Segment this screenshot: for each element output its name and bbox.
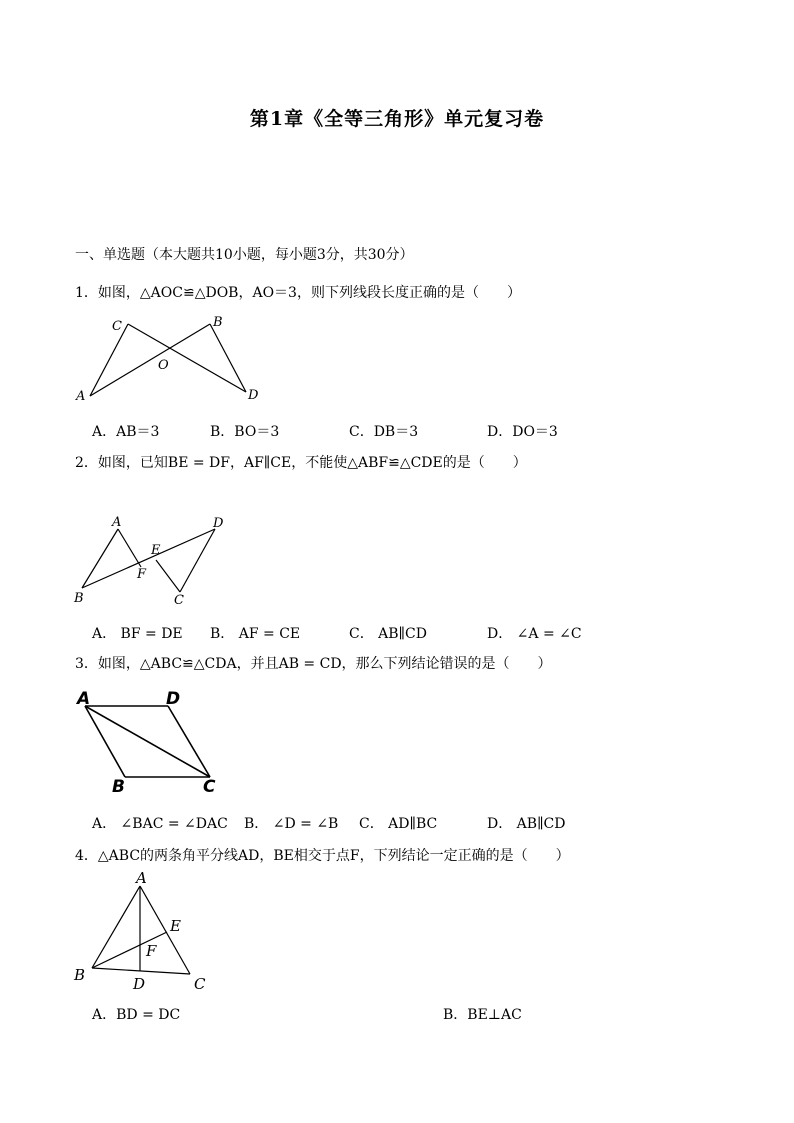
q3-label-c: C [203, 777, 216, 797]
q2-option-b[interactable] [210, 623, 300, 643]
q3-option-c[interactable] [359, 813, 437, 833]
q3-option-d[interactable] [487, 813, 565, 833]
question-2-figure [70, 512, 240, 612]
q3-option-b[interactable] [244, 813, 338, 833]
q4-option-b[interactable]: B．BE⊥AC [443, 1007, 522, 1023]
q4-label-b: B [74, 966, 86, 984]
question-3-figure [70, 686, 250, 798]
q2-option-d[interactable] [487, 623, 582, 643]
q2-label-e: E [151, 543, 161, 558]
question-2-stem: 2．如图，已知BE = DF，AF∥CE，不能使△ABF≌△CDE的是（ ） [75, 455, 527, 471]
q3-label-a: A [77, 689, 91, 709]
q2-option-b-text: B． AF = CE [210, 626, 301, 642]
q4-label-f: F [146, 942, 157, 960]
q1-option-d[interactable]: D．DO＝3 [487, 424, 558, 440]
q1-label-c: C [112, 319, 122, 334]
q3-option-a[interactable] [92, 813, 228, 833]
q2-label-a: A [112, 515, 122, 530]
q2-label-f: F [137, 567, 147, 582]
q1-label-b: B [213, 315, 223, 330]
q2-option-a[interactable] [92, 623, 183, 643]
q1-label-d: D [248, 388, 259, 403]
q2-option-d-text: D． ∠A = ∠C [487, 626, 582, 642]
q3-option-b-text: B． ∠D = ∠B [244, 816, 339, 832]
question-1-stem: 1．如图，△AOC≌△DOB，AO＝3，则下列线段长度正确的是（ ） [75, 285, 521, 301]
q4-option-a[interactable]: A．BD = DC [92, 1007, 181, 1023]
q4-label-c: C [194, 975, 206, 993]
q3-option-c-text: C． AD∥BC [359, 816, 438, 832]
q1-option-a[interactable]: A．AB＝3 [92, 424, 160, 440]
q1-option-c[interactable]: C．DB＝3 [349, 424, 419, 440]
question-1-figure [70, 312, 270, 407]
q3-option-d-text: D． AB∥CD [487, 816, 566, 832]
q2-option-c[interactable] [349, 623, 427, 643]
section-heading: 一、单选题（本大题共10小题，每小题3分，共30分） [75, 247, 414, 263]
question-4-figure [70, 868, 230, 998]
q4-label-e: E [170, 917, 181, 935]
q2-option-a-text: A． BF = DE [92, 626, 183, 642]
q3-label-d: D [166, 689, 181, 709]
q2-label-c: C [174, 593, 184, 608]
q2-label-d: D [213, 516, 224, 531]
page-title: 第1章《全等三角形》单元复习卷 [249, 108, 545, 130]
q4-label-a: A [136, 869, 147, 887]
q3-option-a-text: A． ∠BAC = ∠DAC [92, 816, 228, 832]
question-3-stem: 3．如图，△ABC≌△CDA，并且AB = CD，那么下列结论错误的是（ ） [75, 656, 552, 672]
q1-label-o: O [158, 358, 169, 373]
q1-option-b[interactable]: B．BO＝3 [210, 424, 280, 440]
question-4-stem: 4．△ABC的两条角平分线AD，BE相交于点F，下列结论一定正确的是（ ） [75, 848, 570, 864]
q1-label-a: A [76, 389, 86, 404]
q2-label-b: B [74, 591, 84, 606]
q4-label-d: D [133, 975, 146, 993]
q2-option-c-text: C． AB∥CD [349, 626, 427, 642]
q3-label-b: B [112, 777, 125, 797]
